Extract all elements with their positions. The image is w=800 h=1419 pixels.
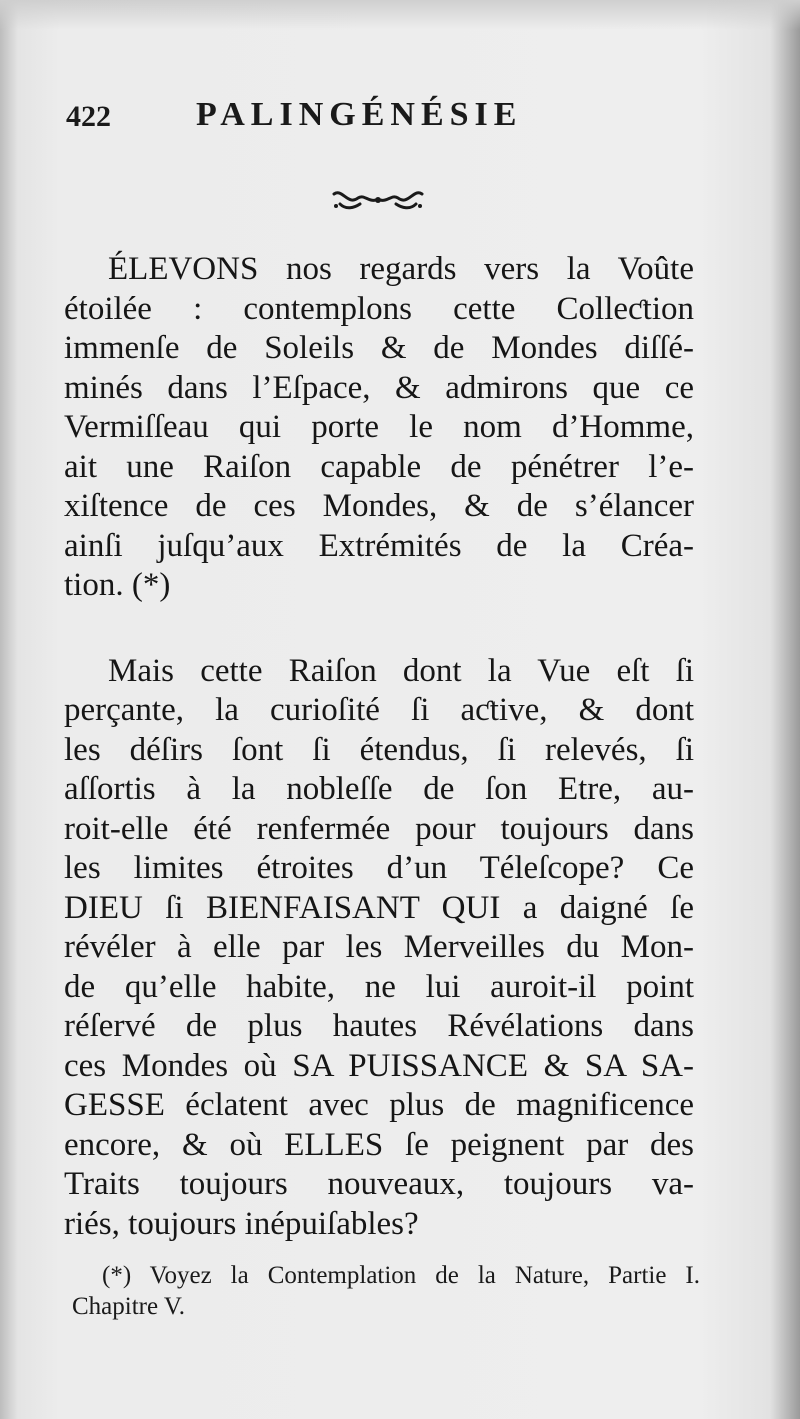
footnote-line-2: Chapitre V. xyxy=(72,1293,185,1320)
text-line: étoilée : contemplons cette Colleƈtion xyxy=(64,290,694,327)
text-line: minés dans l’Eſpace, & admirons que ce xyxy=(64,369,694,406)
running-head: PALINGÉNÉSIE xyxy=(196,96,523,133)
text-line: aſſortis à la nobleſſe de ſon Etre, au- xyxy=(64,771,694,807)
text-line: GESSE éclatent avec plus de magnificence xyxy=(64,1087,694,1123)
text-line: xiſtence de ces Mondes, & de s’élancer xyxy=(64,488,694,524)
footnote-line-1: (*) Voyez la Contemplation de la Nature, Partie I. xyxy=(102,1262,700,1289)
text-line: Traits toujours nouveaux, toujours va- xyxy=(64,1166,694,1202)
text-line: Mais cette Raiſon dont la Vue eſt ſi xyxy=(108,652,694,689)
page-header xyxy=(66,96,586,136)
text-line: tion. (*) xyxy=(64,567,171,603)
text-line: réſervé de plus hautes Révélations dans xyxy=(64,1008,694,1044)
text-line: perçante, la curioſité ſi aƈtive, & dont xyxy=(64,692,694,728)
body-text xyxy=(64,250,694,1244)
text-line: ait une Raiſon capable de pénétrer l’e- xyxy=(64,448,694,485)
text-line: ainſi juſqu’aux Extrémités de la Créa- xyxy=(64,527,694,564)
text-line: riés, toujours inépuiſables? xyxy=(64,1205,419,1242)
text-line: les limites étroites d’un Téleſcope? Ce xyxy=(64,850,694,886)
text-line: immenſe de Soleils & de Mondes diſſé- xyxy=(64,330,694,366)
text-line: de qu’elle habite, ne lui auroit-il point xyxy=(64,968,694,1005)
text-line: révéler à elle par les Merveilles du Mon- xyxy=(64,929,694,965)
text-line: ÉLEVONS nos regards vers la Voûte xyxy=(108,251,694,287)
footnote xyxy=(72,1260,700,1322)
text-line: Vermiſſeau qui porte le nom d’Homme, xyxy=(64,409,694,445)
paragraph-1 xyxy=(64,250,694,606)
page-number: 422 xyxy=(66,100,111,133)
text-line: DIEU ſi BIENFAISANT QUI a daigné ſe xyxy=(64,889,694,926)
text-line: ces Mondes où SA PUISSANCE & SA SA- xyxy=(64,1047,694,1084)
paragraph-2 xyxy=(64,652,694,1245)
paragraph-gap xyxy=(64,606,694,652)
ornament-fleuron-icon xyxy=(330,186,426,214)
text-line: les déſirs ſont ſi étendus, ſi relevés, ſi xyxy=(64,731,694,768)
text-line: encore, & où ELLES ſe peignent par des xyxy=(64,1126,694,1163)
text-line: roit-elle été renfermée pour toujours dans xyxy=(64,810,694,847)
